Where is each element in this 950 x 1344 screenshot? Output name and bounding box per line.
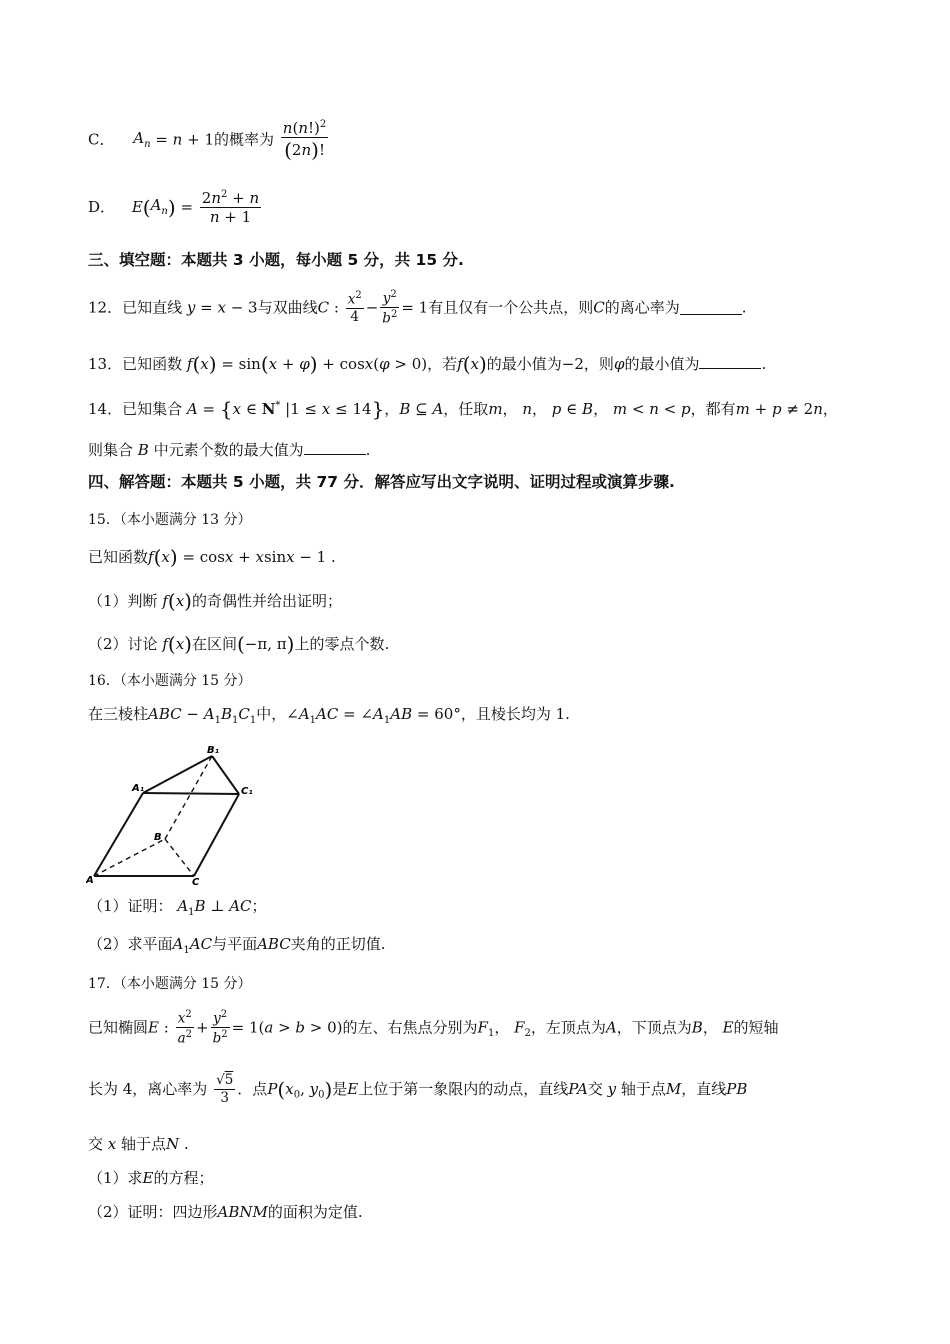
question-15-header: 15．（本小题满分 13 分） [88, 512, 252, 528]
fraction: $\frac{2n^2 + n}{n + 1}$ [201, 189, 260, 226]
question-12: 12．已知直线 y = x − 3与双曲线C : $\frac{x^2}{4}$ − $\frac{y^2}{b^2}$ = 1有且仅有一个公共点，则C的离心率为 . [88, 289, 747, 327]
question-16-part-2: （2）求平面$A_1AC$与平面ABC夹角的正切值. [88, 935, 386, 956]
answer-blank [699, 355, 761, 369]
question-13: 13．已知函数 f(x) = sin(x + φ) + cosx(φ > 0)，若f(x)的最小值为−2，则φ的最小值为 . [88, 352, 767, 376]
question-14: 14．已知集合 A = {x ∈ N* |1 ≤ x ≤ 14}，B ⊆ A，任取m， n， p ∈ B， m < n < p，都有m + p ≠ 2n， [88, 397, 838, 421]
label-a: A [86, 875, 94, 886]
edge-b1-c1 [212, 756, 239, 794]
question-15-part-1: （1）判断 f(x)的奇偶性并给出证明； [88, 589, 342, 613]
edge-a1-c1 [143, 793, 239, 794]
fraction: $\frac{n(n!)^2}{(2n)!}$ [282, 119, 327, 162]
answer-blank [680, 301, 742, 315]
question-17-part-1: （1）求E的方程； [88, 1169, 214, 1187]
edge-c-c1 [194, 794, 239, 876]
label-b1: B₁ [207, 745, 220, 756]
question-16-part-1: （1）证明： $A_1B$ ⊥ AC； [88, 897, 267, 918]
question-17-stem-line2: 长为 4，离心率为 $\frac{√5}{3}$ ．点$P(x_0$, $y_0$)是E上位于第一象限内的动点，直线PA交 y 轴于点M，直线PB [88, 1072, 748, 1106]
label-b: B [154, 832, 162, 843]
question-17-stem-line3: 交 x 轴于点N . [88, 1135, 189, 1153]
question-15-part-2: （2）讨论 f(x)在区间(−π, π)上的零点个数. [88, 632, 390, 656]
label-a1: A₁ [132, 783, 145, 794]
triangular-prism-figure [86, 742, 266, 887]
question-16-header: 16．（本小题满分 15 分） [88, 673, 252, 689]
question-14-line2: 则集合 B 中元素个数的最大值为 . [88, 441, 371, 459]
option-d: D． $E(A_n)$ = $\frac{2n^2 + n}{n + 1}$ [88, 189, 260, 226]
question-16-stem: 在三棱柱ABC − $A_1B_1C_1$中，$\angle A_1AC$ = $\angle A_1AB = 60^\circ$，且棱长均为 1. [88, 705, 570, 726]
question-17-stem-line1: 已知椭圆E : $\frac{x^2}{a^2}$ + $\frac{y^2}{b^2}$ = 1(a > b > 0)的左、右焦点分别为$F_1$， $F_2$，左顶点为A，下顶点为B， E的短轴 [88, 1009, 779, 1047]
label-c1: C₁ [241, 786, 253, 797]
section-three-heading: 三、填空题：本题共 3 小题，每小题 5 分，共 15 分. [88, 251, 464, 269]
section-four-heading: 四、解答题：本题共 5 小题，共 77 分．解答应写出文字说明、证明过程或演算步骤. [88, 473, 675, 491]
question-15-stem: 已知函数f(x) = cosx + xsinx − 1 . [88, 545, 336, 569]
question-17-part-2: （2）证明：四边形ABNM的面积为定值. [88, 1203, 363, 1221]
edge-b-c [165, 839, 194, 876]
question-17-header: 17．（本小题满分 15 分） [88, 976, 252, 992]
answer-blank [304, 441, 366, 455]
option-c: C． $A_n = n + 1$的概率为 $\frac{n(n!)^2}{(2n)!}$ [88, 119, 327, 162]
label-c: C [192, 877, 200, 887]
